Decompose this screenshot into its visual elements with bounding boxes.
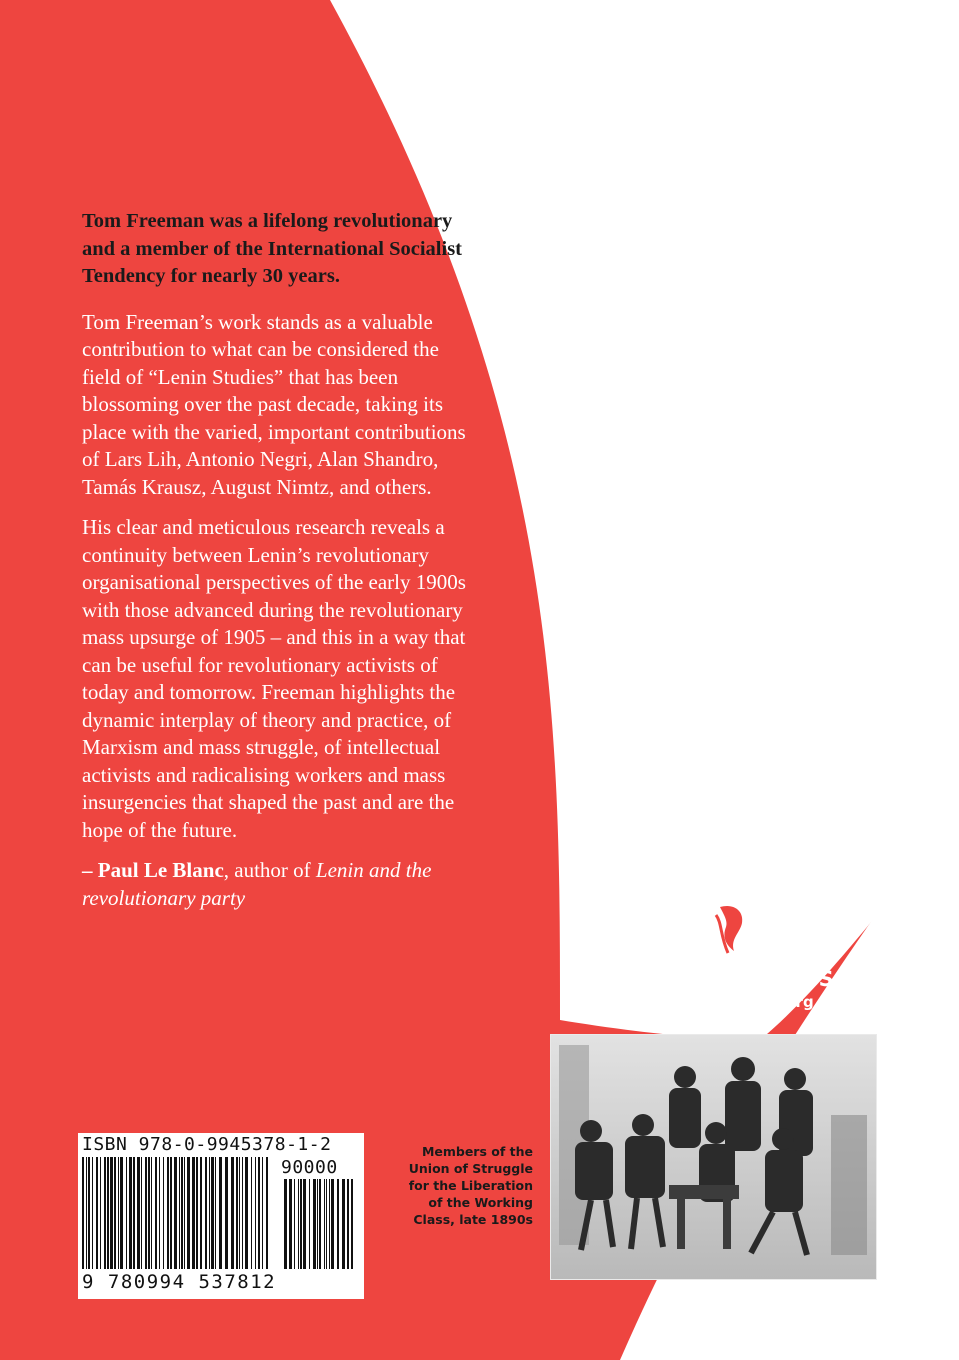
barcode-stripe [262, 1157, 263, 1269]
endorsement-attribution [82, 857, 482, 912]
barcode-stripe [155, 1157, 157, 1269]
barcode-stripe [329, 1179, 330, 1269]
barcode-stripe [245, 1157, 248, 1269]
barcode-stripe [347, 1179, 349, 1269]
barcode-stripe [258, 1157, 260, 1269]
barcode-stripe [300, 1179, 302, 1269]
barcode-stripe [187, 1157, 190, 1269]
barcode-stripe [86, 1157, 87, 1269]
publisher-name: INTERVENTIONS [624, 967, 836, 991]
barcode-stripe [289, 1179, 292, 1269]
barcode-stripe [317, 1179, 318, 1269]
flag-bearer-logo-icon [700, 893, 760, 963]
barcode-bars [82, 1157, 272, 1269]
price-code: 90000 [281, 1157, 338, 1178]
quote-author: – Paul Le Blanc [82, 858, 224, 882]
barcode-stripe [88, 1157, 90, 1269]
barcode-stripe [225, 1157, 228, 1269]
barcode-stripe [211, 1157, 214, 1269]
barcode-stripe [179, 1157, 180, 1269]
barcode-stripe [104, 1157, 106, 1269]
quote-connector: , author of [223, 858, 316, 882]
barcode-stripe [303, 1179, 306, 1269]
endorsement-paragraph-1: Tom Freeman’s work stands as a valuable contribution to what can be considered the field of “Lenin Studies” that has been blossoming over the past decade, taking its place with the varied, important contributions of Lars Lih, Antonio Negri, Alan Shandro, Tamás Krausz, August Nimtz, and others. [82, 309, 466, 499]
barcode-stripe [82, 1157, 84, 1269]
barcode-stripe [351, 1179, 353, 1269]
historical-group-photo [550, 1034, 877, 1280]
barcode-stripe [96, 1157, 98, 1269]
barcode-stripe [120, 1157, 123, 1269]
barcode-stripe [319, 1179, 321, 1269]
ean-digits: 9 780994 537812 [82, 1271, 277, 1293]
barcode-stripe [326, 1179, 327, 1269]
quote-book-title: Lenin and the revolutionary party [82, 858, 432, 910]
barcode-stripe [266, 1157, 268, 1269]
endorsement-paragraph-2: His clear and meticulous research reveals a continuity between Lenin’s revolutionary organisational perspectives of the early 1900s with those advanced during the revolutionary mass upsurge of 1905 – and this in a way that can be useful for revolutionary activists of today and tomorrow. Freeman highlights the dynamic interplay of theory and practice, of Marxism and mass struggle, of intellectual activists and radicalising workers and mass insurgencies that shaped the past and are the hope of the future. [82, 515, 466, 842]
barcode-stripe [215, 1157, 216, 1269]
barcode-stripe [137, 1157, 140, 1269]
barcode-stripe [114, 1157, 116, 1269]
barcode-stripe [181, 1157, 183, 1269]
barcode-stripe [145, 1157, 147, 1269]
barcode-stripe [209, 1157, 210, 1269]
barcode-stripe [110, 1157, 113, 1269]
barcode-stripe [324, 1179, 325, 1269]
price-barcode-bars [284, 1179, 356, 1269]
photo-caption: Members of the Union of Struggle for the Liberation of the Working Class, late 1890s [408, 1144, 533, 1227]
barcode-stripe [196, 1157, 198, 1269]
barcode-stripe [129, 1157, 132, 1269]
publisher-logo [600, 893, 860, 1011]
barcode-stripe [231, 1157, 234, 1269]
isbn-barcode [78, 1133, 364, 1299]
barcode-stripe [236, 1157, 238, 1269]
barcode-stripe [255, 1157, 256, 1269]
barcode-stripe [174, 1157, 177, 1269]
barcode-stripe [192, 1157, 195, 1269]
barcode-stripe [167, 1157, 169, 1269]
barcode-stripe [242, 1157, 243, 1269]
barcode-stripe [239, 1157, 240, 1269]
barcode-stripe [184, 1157, 185, 1269]
barcode-stripe [219, 1157, 222, 1269]
barcode-stripe [126, 1157, 127, 1269]
barcode-stripe [309, 1179, 310, 1269]
barcode-stripe [200, 1157, 202, 1269]
barcode-stripe [159, 1157, 160, 1269]
barcode-stripe [100, 1157, 101, 1269]
barcode-stripe [284, 1179, 287, 1269]
barcode-stripe [141, 1157, 142, 1269]
barcode-stripe [163, 1157, 164, 1269]
barcode-stripe [294, 1179, 295, 1269]
barcode-stripe [298, 1179, 299, 1269]
barcode-stripe [133, 1157, 135, 1269]
barcode-stripe [313, 1179, 316, 1269]
barcode-stripe [205, 1157, 207, 1269]
barcode-stripe [170, 1157, 172, 1269]
barcode-stripe [151, 1157, 152, 1269]
author-bio: Tom Freeman was a lifelong revolutionary and a member of the International Socialist Tendency for nearly 30 years. [82, 210, 463, 287]
barcode-stripe [337, 1179, 339, 1269]
barcode-stripe [148, 1157, 150, 1269]
barcode-stripe [251, 1157, 252, 1269]
back-cover-blurb [82, 208, 482, 912]
barcode-stripe [118, 1157, 119, 1269]
publisher-url: www.interventions.org.au [619, 993, 841, 1011]
barcode-stripe [331, 1179, 334, 1269]
isbn-number: ISBN 978-0-9945378-1-2 [82, 1134, 332, 1155]
barcode-stripe [342, 1179, 345, 1269]
barcode-stripe [107, 1157, 109, 1269]
barcode-stripe [92, 1157, 93, 1269]
